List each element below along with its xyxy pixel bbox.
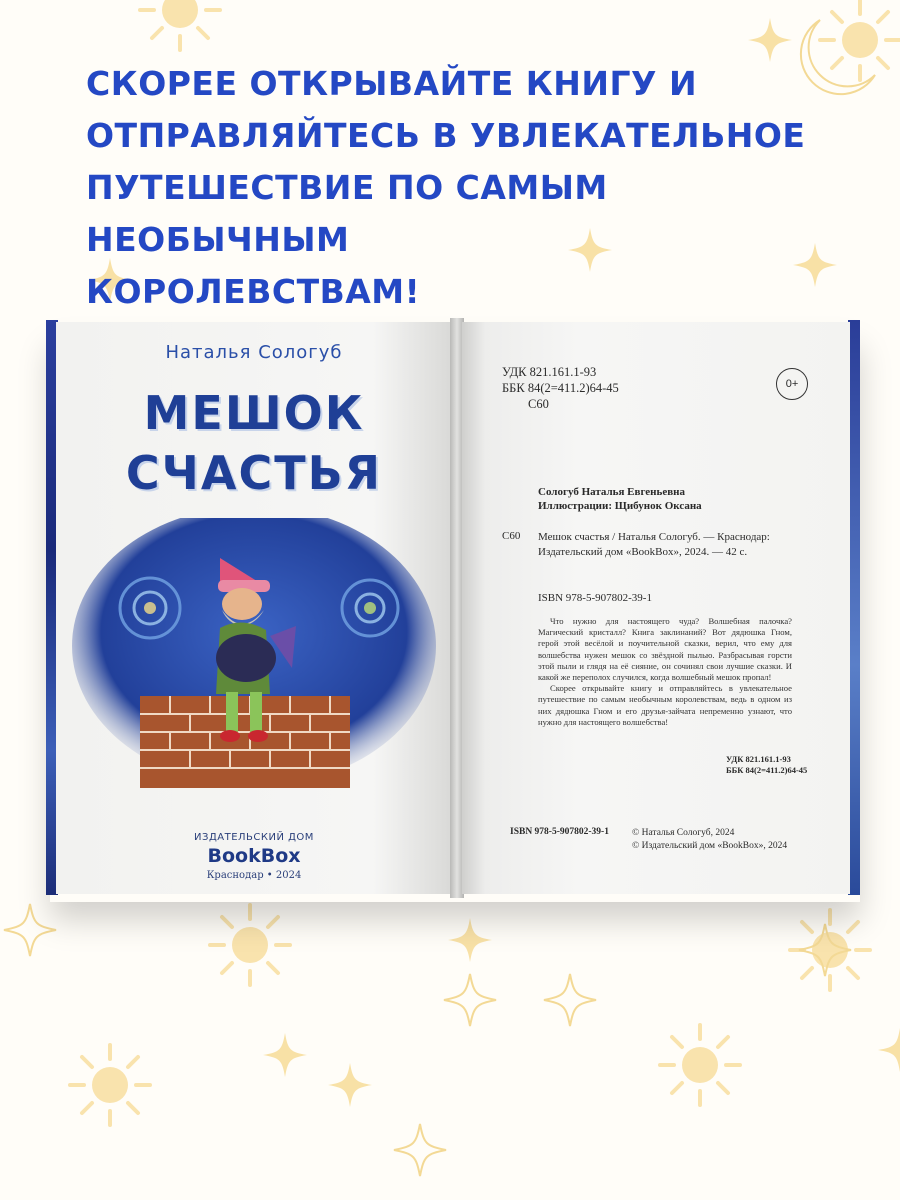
cover-author: Наталья Сологуб <box>165 342 343 363</box>
author-full-name: Сологуб Наталья Евгеньевна <box>538 486 685 498</box>
author-credits <box>538 485 702 513</box>
classification-bottom <box>726 754 807 776</box>
classification-block <box>502 364 619 412</box>
book-cover-page <box>56 322 452 894</box>
headline-line: ПУТЕШЕСТВИЕ ПО САМЫМ НЕОБЫЧНЫМ <box>86 168 608 259</box>
age-rating-badge: 0+ <box>776 368 808 400</box>
annotation-paragraph: Что нужно для настоящего чуда? Волшебная палочка? Магический кристалл? Книга заклинаний? Вот дядюшка Гном, герой этой весёлой и поучительной сказки, верил, что ему для волшебства нужен мешок со звёздной пылью. Разбрасывая горсти этой пыли и глядя на её сияние, он сочинял свои лучшие сказки. И какой же переполох случился, когда волшебный мешок пропал! <box>538 616 792 683</box>
star-outline-icon <box>4 904 56 956</box>
description-line: Издательский дом «BookBox», 2024. — 42 с. <box>538 546 748 558</box>
sun-icon <box>660 1025 740 1105</box>
isbn-bottom: ISBN 978-5-907802-39-1 <box>510 827 609 837</box>
star-icon <box>448 918 492 962</box>
star-icon <box>878 1028 900 1072</box>
star-icon <box>748 18 792 62</box>
publisher-name: BookBox <box>207 845 301 867</box>
headline-line: КОРОЛЕВСТВАМ! <box>86 272 421 311</box>
udk-code: УДК 821.161.1-93 <box>502 365 597 379</box>
star-icon <box>263 1033 307 1077</box>
annotation <box>538 616 792 728</box>
copyright-publisher: © Издательский дом «BookBox», 2024 <box>632 841 788 851</box>
copyright-author: © Наталья Сологуб, 2024 <box>632 828 735 838</box>
author-mark-secondary: С60 <box>502 530 521 542</box>
star-icon <box>328 1063 372 1107</box>
illustrator-credit: Иллюстрации: Щибунок Оксана <box>538 500 702 512</box>
author-mark: С60 <box>528 397 549 411</box>
bbk-code: ББК 84(2=411.2)64-45 <box>502 381 619 395</box>
annotation-paragraph: Скорее открывайте книгу и отправляйтесь в увлекательное путешествие по самым необычным королевствам, ведь в одном из них дядюшка Гном и его друзья-зайчата непременно узнают, что нужно для настоящего волшебства! <box>538 683 792 727</box>
headline-line: ОТПРАВЛЯЙТЕСЬ В УВЛЕКАТЕЛЬНОЕ <box>86 116 806 155</box>
udk-code-bottom: УДК 821.161.1-93 <box>726 754 791 764</box>
description-line: Мешок счастья / Наталья Сологуб. — Краснодар: <box>538 531 770 543</box>
cover-title-line2: СЧАСТЬЯ <box>125 446 383 500</box>
imprint-page <box>462 322 850 894</box>
bbk-code-bottom: ББК 84(2=411.2)64-45 <box>726 765 808 775</box>
isbn: ISBN 978-5-907802-39-1 <box>538 592 652 604</box>
sun-icon <box>210 905 290 985</box>
imprint-content <box>462 322 850 894</box>
cover-illustration <box>70 518 438 800</box>
headline <box>86 58 846 318</box>
bibliographic-description <box>538 530 770 560</box>
star-outline-icon <box>394 1124 446 1176</box>
sun-icon <box>140 0 220 50</box>
sun-icon <box>70 1045 150 1125</box>
star-outline-icon <box>544 974 596 1026</box>
brick-wall <box>140 696 350 788</box>
publisher-city-year: Краснодар • 2024 <box>206 870 302 881</box>
copyright-block <box>632 827 787 853</box>
star-outline-icon <box>444 974 496 1026</box>
headline-line: СКОРЕЕ ОТКРЫВАЙТЕ КНИГУ И <box>86 64 698 103</box>
cover-title-line1: МЕШОК <box>143 386 365 440</box>
publisher-label: ИЗДАТЕЛЬСКИЙ ДОМ <box>194 832 314 843</box>
